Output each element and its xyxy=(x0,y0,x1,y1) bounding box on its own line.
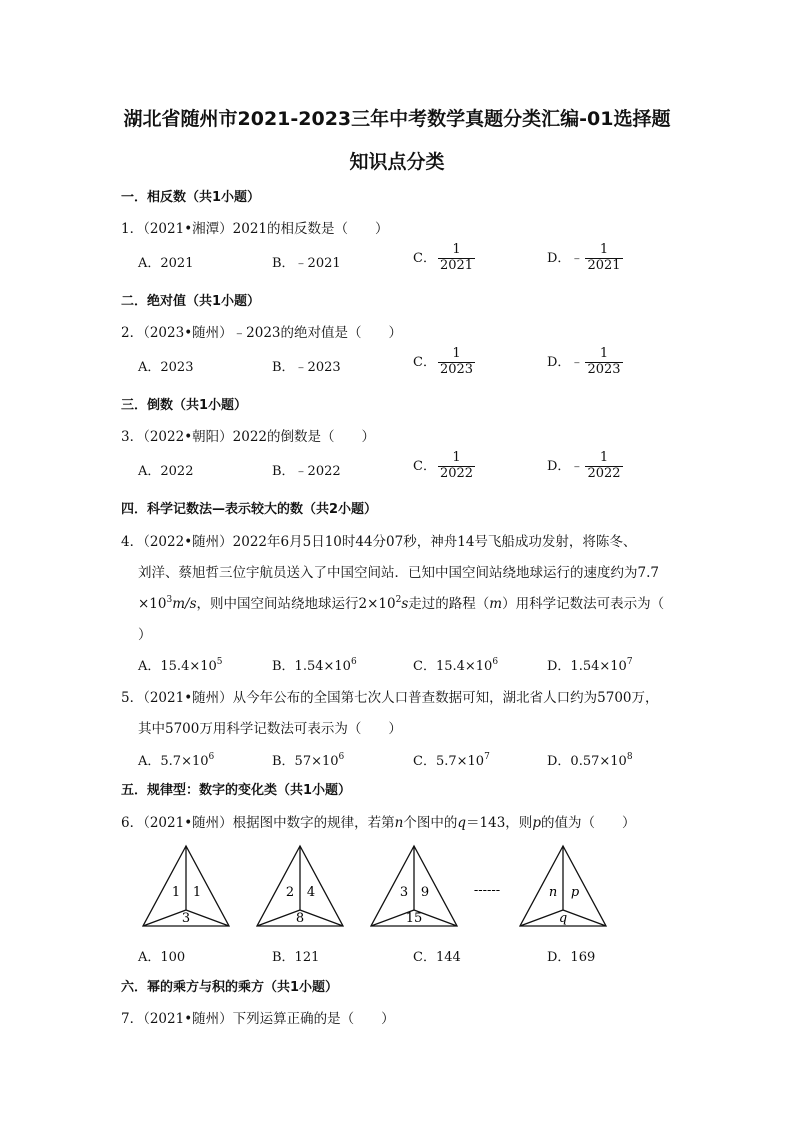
ellipsis-dashes: ------ xyxy=(473,883,501,898)
option-c xyxy=(413,347,475,378)
exponent: 2 xyxy=(395,595,402,605)
text: 走过的路程（ xyxy=(408,596,490,612)
option-label: D．﹣ xyxy=(547,250,584,266)
option-d: D．169 xyxy=(547,950,596,965)
numerator: 1 xyxy=(585,243,622,259)
denominator: 2021 xyxy=(587,257,621,273)
exponent: 6 xyxy=(208,752,215,762)
numerator: 1 xyxy=(438,451,475,467)
question-line: ） xyxy=(138,627,152,643)
unit: m xyxy=(489,596,503,612)
option-text: B．57×10 xyxy=(272,754,339,769)
option-label: C． xyxy=(413,458,436,474)
variable: q xyxy=(457,815,467,831)
option-text: D．0.57×10 xyxy=(547,754,627,769)
tri3-bottom: 15 xyxy=(405,911,423,926)
option-a: A．2022 xyxy=(138,464,194,479)
section-heading: 一．相反数（共1小题） xyxy=(121,190,261,205)
option-b: B．121 xyxy=(272,950,320,965)
tri1-right: 1 xyxy=(192,885,202,900)
fraction xyxy=(438,243,475,274)
tri1-left: 1 xyxy=(171,885,181,900)
exponent: 6 xyxy=(338,752,345,762)
text: ）用科学记数法可表示为（ xyxy=(502,596,665,612)
option-b xyxy=(272,655,357,674)
exponent: 3 xyxy=(166,595,173,605)
option-text: D．1.54×10 xyxy=(547,659,627,674)
option-label: D．﹣ xyxy=(547,354,584,370)
option-b: B．﹣2022 xyxy=(272,464,341,479)
option-a xyxy=(138,655,223,674)
variable: n xyxy=(394,815,404,831)
option-b xyxy=(272,750,344,769)
fraction xyxy=(585,347,622,378)
numerator: 1 xyxy=(585,451,622,467)
exponent: 7 xyxy=(626,657,633,667)
option-c xyxy=(413,243,475,274)
option-text: A．5.7×10 xyxy=(138,754,209,769)
tri4-left: n xyxy=(548,885,558,900)
text: 6．（2021•随州）根据图中数字的规律，若第 xyxy=(121,815,395,831)
denominator: 2022 xyxy=(439,465,474,481)
unit: s xyxy=(401,596,409,612)
section-heading: 四．科学记数法—表示较大的数（共2小题） xyxy=(121,502,378,517)
option-text: B．1.54×10 xyxy=(272,659,351,674)
denominator: 2021 xyxy=(439,257,474,273)
option-label: C． xyxy=(413,250,436,266)
denominator: 2023 xyxy=(439,361,474,377)
option-d xyxy=(547,451,623,482)
numerator: 1 xyxy=(438,347,475,363)
tri3-left: 3 xyxy=(399,885,409,900)
option-b: B．﹣2023 xyxy=(272,360,341,375)
fraction xyxy=(585,451,622,482)
option-c xyxy=(413,451,475,482)
option-c: C．144 xyxy=(413,950,461,965)
denominator: 2023 xyxy=(587,361,621,377)
exponent: 5 xyxy=(216,657,223,667)
option-label: D．﹣ xyxy=(547,458,584,474)
question-stem: 1．（2021•湘潭）2021的相反数是（ ） xyxy=(121,221,389,237)
tri2-left: 2 xyxy=(285,885,295,900)
question-stem xyxy=(121,811,635,831)
option-a: A．2023 xyxy=(138,360,194,375)
exponent: 6 xyxy=(492,657,499,667)
option-label: C． xyxy=(413,354,436,370)
text: 的值为（ ） xyxy=(540,815,636,831)
exponent: 6 xyxy=(350,657,357,667)
text: ，则中国空间站绕地球运行2×10 xyxy=(196,596,396,612)
fraction xyxy=(438,347,475,378)
question-stem: 2．（2023•随州）﹣2023的绝对值是（ ） xyxy=(121,325,403,341)
question-line: 其中5700万用科学记数法可表示为（ ） xyxy=(138,721,402,737)
section-heading: 六．幂的乘方与积的乘方（共1小题） xyxy=(121,980,339,995)
text: ×10 xyxy=(138,596,167,612)
question-stem: 7．（2021•随州）下列运算正确的是（ ） xyxy=(121,1011,395,1027)
option-text: A．15.4×10 xyxy=(138,659,217,674)
question-stem: 3．（2022•朝阳）2022的倒数是（ ） xyxy=(121,429,376,445)
question-line xyxy=(138,592,664,612)
tri4-right: p xyxy=(570,885,580,900)
section-heading: 三．倒数（共1小题） xyxy=(121,398,248,413)
variable: p xyxy=(532,815,541,831)
option-a xyxy=(138,750,214,769)
option-d xyxy=(547,347,623,378)
fraction xyxy=(438,451,475,482)
option-text: C．5.7×10 xyxy=(413,754,485,769)
tri2-bottom: 8 xyxy=(295,911,305,926)
option-d xyxy=(547,243,623,274)
tri1-bottom: 3 xyxy=(181,911,191,926)
numerator: 1 xyxy=(438,243,475,259)
tri4-bottom: q xyxy=(558,911,568,926)
page-title: 湖北省随州市2021-2023三年中考数学真题分类汇编-01选择题 xyxy=(123,108,671,130)
exponent: 8 xyxy=(626,752,633,762)
option-text: C．15.4×10 xyxy=(413,659,493,674)
unit: m/s xyxy=(172,596,197,612)
question-line: 5．（2021•随州）从今年公布的全国第七次人口普查数据可知，湖北省人口约为5700万， xyxy=(121,690,659,706)
numerator: 1 xyxy=(585,347,622,363)
section-heading: 二．绝对值（共1小题） xyxy=(121,294,261,309)
option-c xyxy=(413,750,490,769)
text: ＝143，则 xyxy=(466,815,533,831)
option-b: B．﹣2021 xyxy=(272,256,341,271)
option-d xyxy=(547,750,633,769)
question-line: 刘洋、蔡旭哲三位宇航员送入了中国空间站．已知中国空间站绕地球运行的速度约为7.7 xyxy=(138,565,659,581)
page-subtitle: 知识点分类 xyxy=(349,151,445,173)
text: 个图中的 xyxy=(403,815,458,831)
option-a: A．2021 xyxy=(138,256,194,271)
option-d xyxy=(547,655,633,674)
denominator: 2022 xyxy=(587,465,621,481)
exponent: 7 xyxy=(484,752,490,762)
question-line: 4．（2022•随州）2022年6月5日10时44分07秒，神舟14号飞船成功发射，将陈冬、 xyxy=(121,534,637,550)
option-a: A．100 xyxy=(138,950,186,965)
tri3-right: 9 xyxy=(420,885,430,900)
section-heading: 五．规律型：数字的变化类（共1小题） xyxy=(121,783,352,798)
fraction xyxy=(585,243,622,274)
triangle-pattern-figure xyxy=(130,838,650,938)
option-c xyxy=(413,655,498,674)
tri2-right: 4 xyxy=(306,885,316,900)
